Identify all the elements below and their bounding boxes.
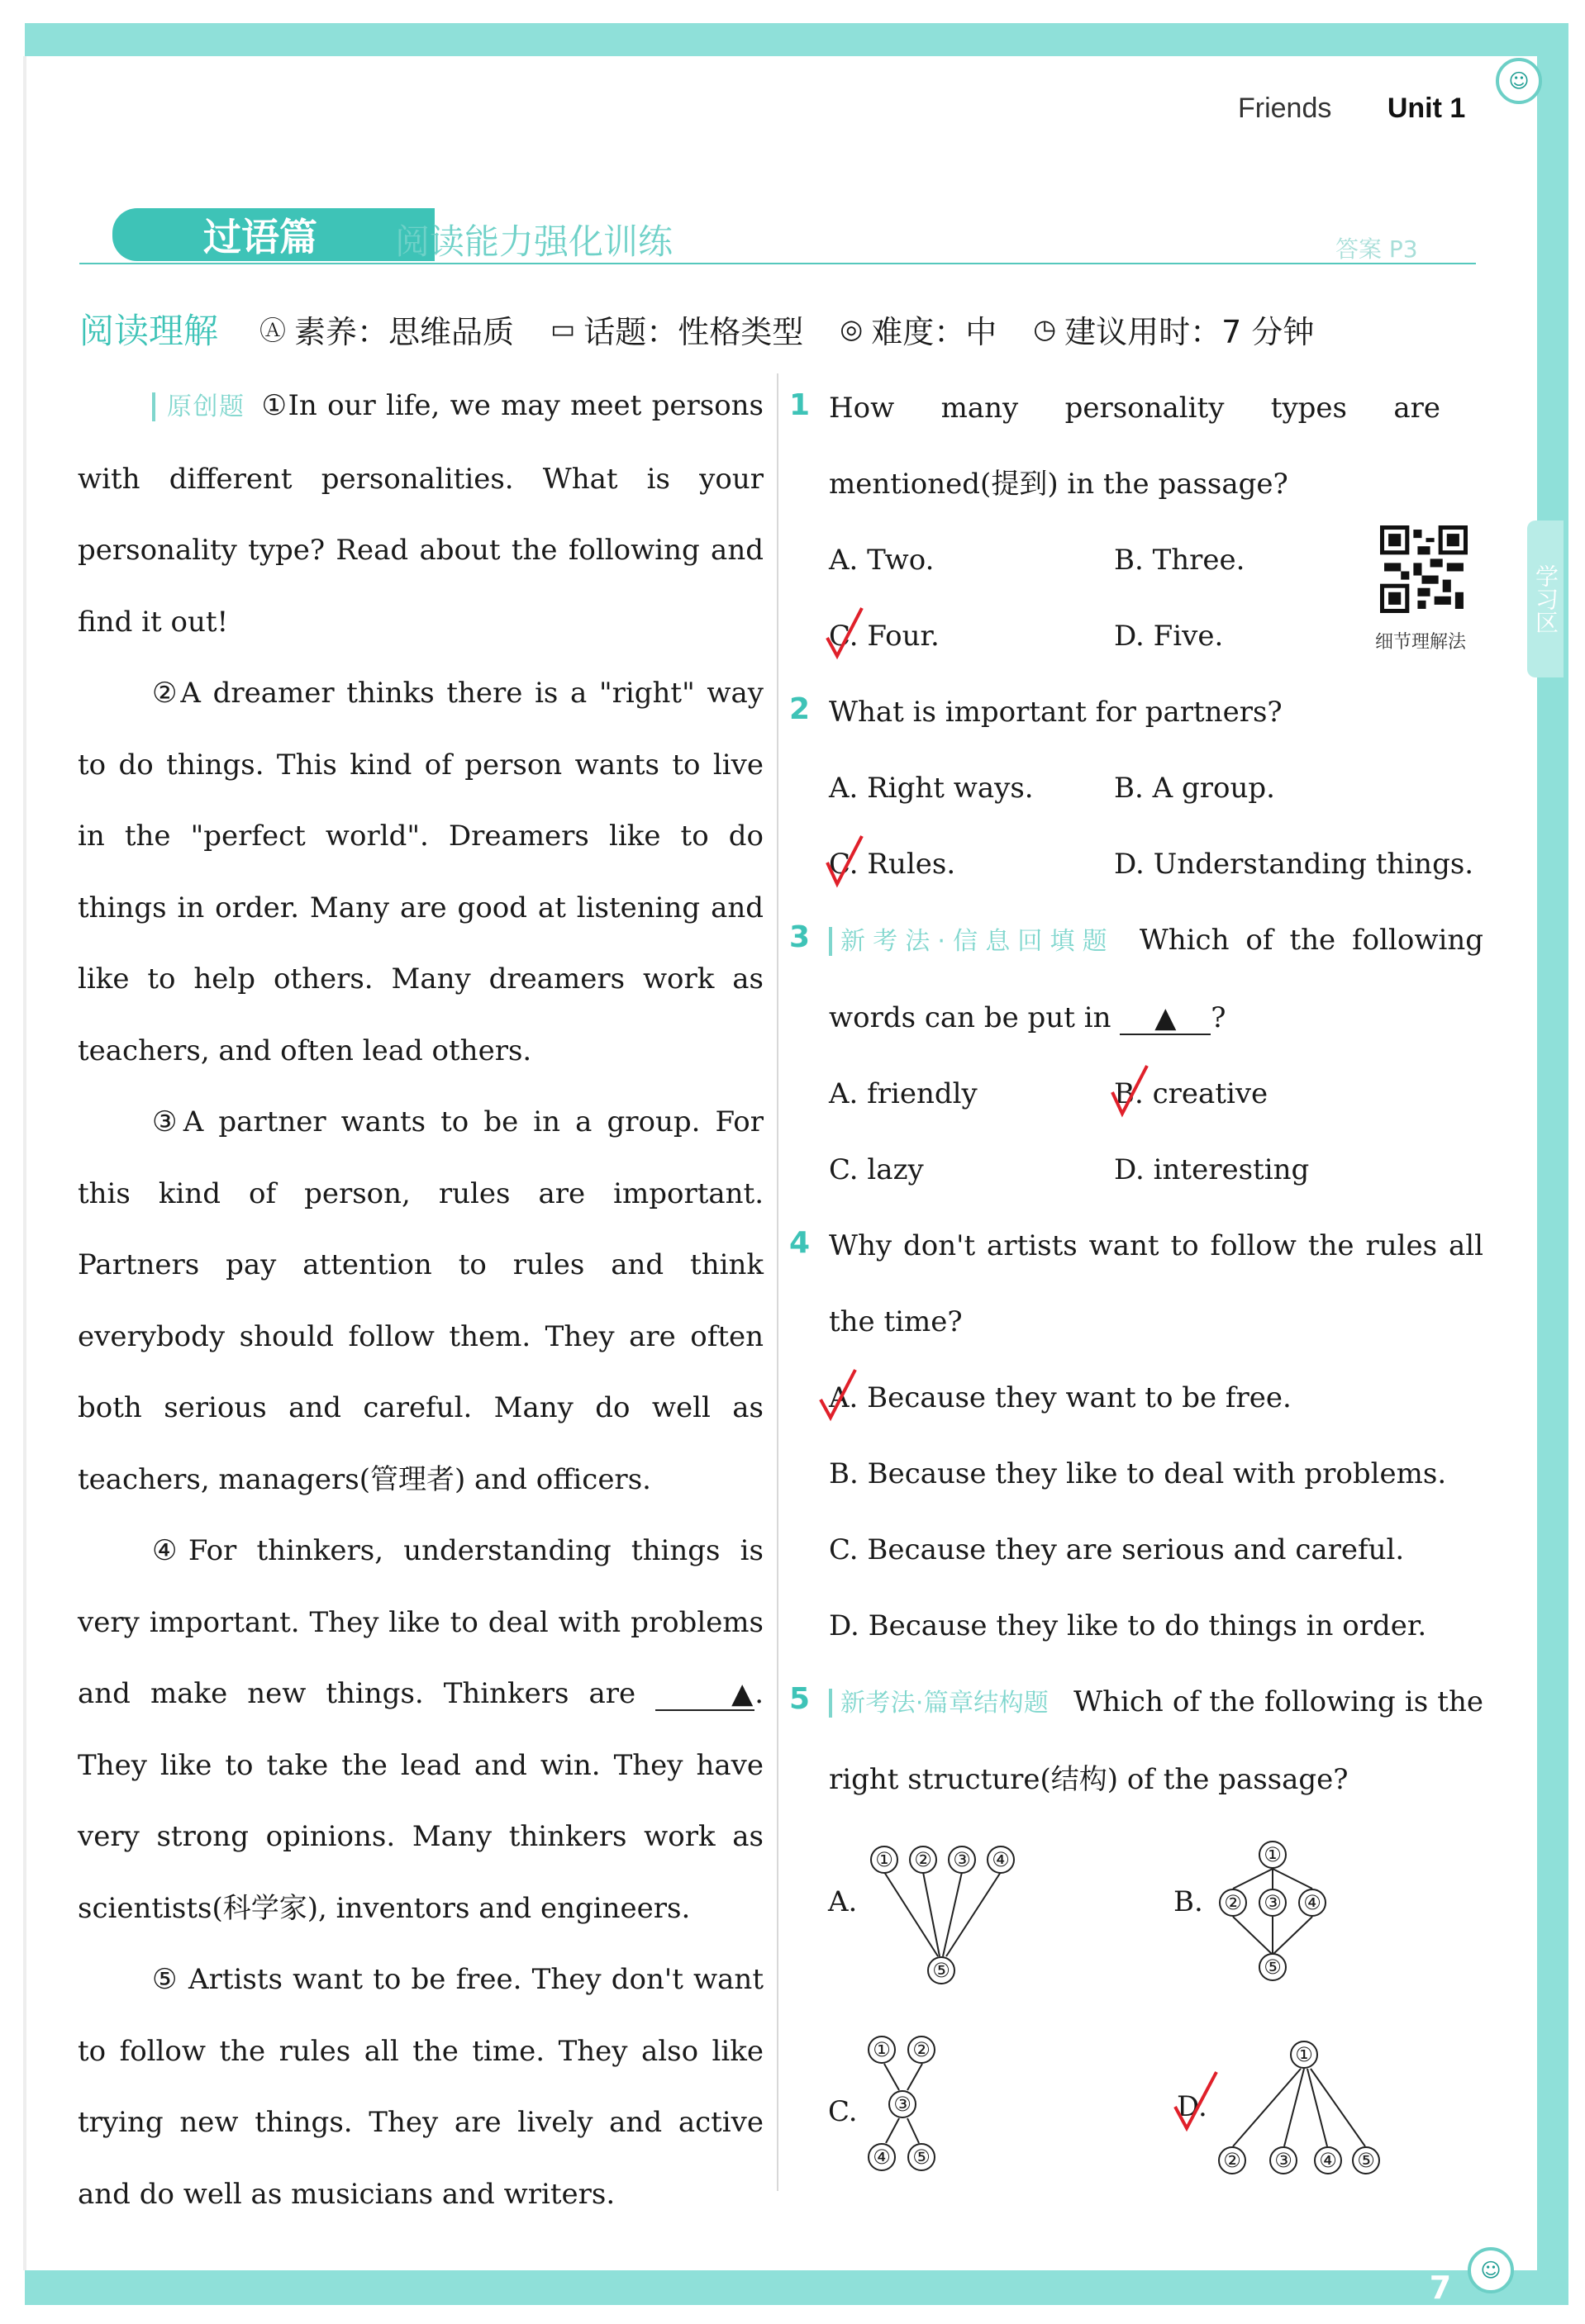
banner-answer-ref: 答案 P3 [1335,235,1418,263]
difficulty-item [840,307,997,352]
difficulty-icon: ◎ [840,313,864,345]
q3-option-d: D. interesting [1114,1153,1310,1186]
question-3-text-a: Which of the following words can be put in [829,924,1483,1034]
question-4-number: 4 [789,1226,811,1260]
question-3-number: 3 [789,920,811,954]
q1-option-c-text: C. Four. [829,620,940,653]
question-3 [789,902,1483,1208]
column-divider [777,373,778,2191]
clock-icon: ◷ [1033,313,1057,345]
banner-tab: 过语篇 [112,208,435,261]
paragraph-2: ②A dreamer thinks there is a "right" way to do things. This kind of person wants to live in the "perfect world". Dreamers like to do things in order. Many are good at listening and like to help others. Many dreamers work as teachers, and often lead others. [78,677,764,1067]
paragraph-4-text-a: ④For thinkers, understanding things is very important. They like to deal with problems and make new things. Thinkers are [78,1534,764,1710]
node-2: ② [909,1846,937,1874]
section-title: 阅读理解 [79,311,219,351]
node-1: ① [1290,2041,1318,2069]
literacy-item [259,307,514,352]
time-text: 建议用时：7 分钟 [1064,313,1315,350]
q3-option-b [1114,1056,1399,1132]
original-question-tag: 原创题 [152,392,245,421]
q4-option-b: B. Because they like to deal with problems. [829,1457,1447,1490]
mascot-bottom-icon: ☺ [1468,2247,1514,2293]
q3-option-b-text: B. creative [1114,1077,1268,1110]
q4-option-a [829,1360,1483,1436]
question-2 [789,674,1483,902]
info-row [79,304,1484,354]
question-1-text: How many personality types are mentioned(提到) in the passage? [829,392,1440,501]
time-item [1033,307,1314,352]
q4-option-d: D. Because they like to do things in order. [829,1609,1427,1642]
check-mark-icon [817,1366,859,1424]
paragraph-1-text: ①In our life, we may meet persons with different personalities. What is your personality type? Read about the following and find it out! [78,389,764,639]
node-3: ③ [1259,1889,1287,1917]
node-2: ② [907,2036,935,2064]
page-frame-left [23,56,26,2270]
node-4: ④ [1298,1889,1326,1917]
node-5: ⑤ [907,2143,935,2171]
q3-option-c: C. lazy [829,1153,924,1186]
literacy-icon: Ⓐ [259,315,287,346]
section-banner [79,208,1476,266]
question-2-number: 2 [789,692,811,726]
structure-diagram-a [826,1844,1074,1993]
node-5: ⑤ [1259,1953,1287,1981]
q2-option-c [829,826,1114,902]
node-3: ③ [888,2090,916,2118]
banner-rule [79,263,1476,264]
q1-option-d: D. Five. [1114,620,1224,653]
page-number: 7 [1429,2269,1452,2306]
node-2: ② [1218,2146,1246,2174]
qr-code-icon[interactable] [1380,525,1468,613]
q4-option-a-text: A. Because they want to be free. [829,1381,1292,1414]
node-4: ④ [868,2143,896,2171]
diagram-a-label: A. [828,1885,858,1918]
topic-text: 话题：性格类型 [583,313,804,350]
page-frame-top [25,23,1568,56]
q3-answer-blank: ▲ [1120,1003,1211,1035]
question-4 [789,1208,1483,1664]
paragraph-5: ⑤ Artists want to be free. They don't want to follow the rules all the time. They also like trying new things. They are lively and active and do well as musicians and writers. [78,1963,764,2211]
node-5: ⑤ [1352,2146,1380,2174]
node-1: ① [870,1846,898,1874]
q4-option-c: C. Because they are serious and careful. [829,1533,1405,1566]
paragraph-4-text-b: . They like to take the lead and win. They have very strong opinions. Many thinkers work as scientists(科学家), inventors and engineers. [78,1677,764,1925]
page-frame-bottom [25,2270,1568,2305]
page-frame-right [1537,23,1568,2287]
node-5: ⑤ [927,1956,955,1984]
diagram-b-label: B. [1173,1885,1203,1918]
q1-option-c [829,598,1114,674]
structure-diagram-d [1165,2039,1446,2196]
check-mark-icon [824,605,865,663]
diagram-b-lines [1173,1837,1421,1994]
diagram-d-label: D. [1177,2090,1207,2123]
paragraph-4 [78,1515,764,1944]
question-3-options [829,1056,1483,1208]
questions-column [789,370,1483,1818]
question-5-text-body: Which of the following is the right structure(结构) of the passage? [829,1685,1483,1796]
speech-bubble-icon: ▭ [550,313,576,345]
header-friends: Friends [1238,93,1332,124]
q2-option-a: A. Right ways. [829,772,1034,805]
mascot-icon: ☺ [1496,58,1542,104]
question-5-text [829,1664,1483,1818]
difficulty-text: 难度：中 [871,313,997,350]
paragraph-3: ③A partner wants to be in a group. For this kind of person, rules are important. Partners pay attention to rules and think everybody should follow them. They are often both serious and careful. Many do well as teachers, managers(管理者) and officers. [78,1105,764,1496]
q2-option-c-text: C. Rules. [829,848,956,881]
topic-item [550,307,803,352]
structure-diagram-c [826,2032,1074,2189]
question-2-options [829,750,1483,902]
check-mark-icon [1109,1062,1150,1120]
banner-subtitle: 阅读能力强化训练 [395,221,674,262]
qr-caption: 细节理解法 [1375,632,1467,653]
question-3-text [829,902,1483,1056]
question-5-tag: 新考法·篇章结构题 [829,1689,1049,1718]
q2-option-d: D. Understanding things. [1114,848,1474,881]
node-4: ④ [987,1846,1015,1874]
q2-option-b: B. A group. [1114,772,1275,805]
literacy-text: 素养：思维品质 [294,313,515,350]
q3-option-a: A. friendly [829,1077,978,1110]
question-4-options [829,1360,1483,1664]
reading-passage [78,370,764,2230]
question-5 [789,1664,1483,1818]
answer-blank: ▲ [655,1679,754,1711]
question-3-tag: 新考法·信息回填题 [829,927,1115,956]
check-mark-icon [824,833,865,891]
question-2-text: What is important for partners? [829,696,1283,729]
node-3: ③ [948,1846,976,1874]
node-1: ① [868,2036,896,2064]
q1-option-a: A. Two. [829,544,935,577]
side-tab-study-area: 学习区 [1527,520,1564,677]
running-header [1238,93,1465,125]
q1-option-b: B. Three. [1114,544,1245,577]
header-unit: Unit 1 [1387,93,1466,124]
structure-diagram-b [1173,1837,1421,1994]
paragraph-1 [78,370,764,658]
question-4-text: Why don't artists want to follow the rules all the time? [829,1229,1483,1338]
diagram-c-lines [826,2032,1074,2189]
node-4: ④ [1314,2146,1342,2174]
node-2: ② [1219,1889,1247,1917]
question-3-text-b: ? [1211,1001,1226,1034]
diagram-c-label: C. [828,2095,858,2128]
question-5-number: 5 [789,1682,811,1716]
node-1: ① [1259,1841,1287,1869]
node-3: ③ [1269,2146,1297,2174]
question-1-number: 1 [789,388,811,422]
